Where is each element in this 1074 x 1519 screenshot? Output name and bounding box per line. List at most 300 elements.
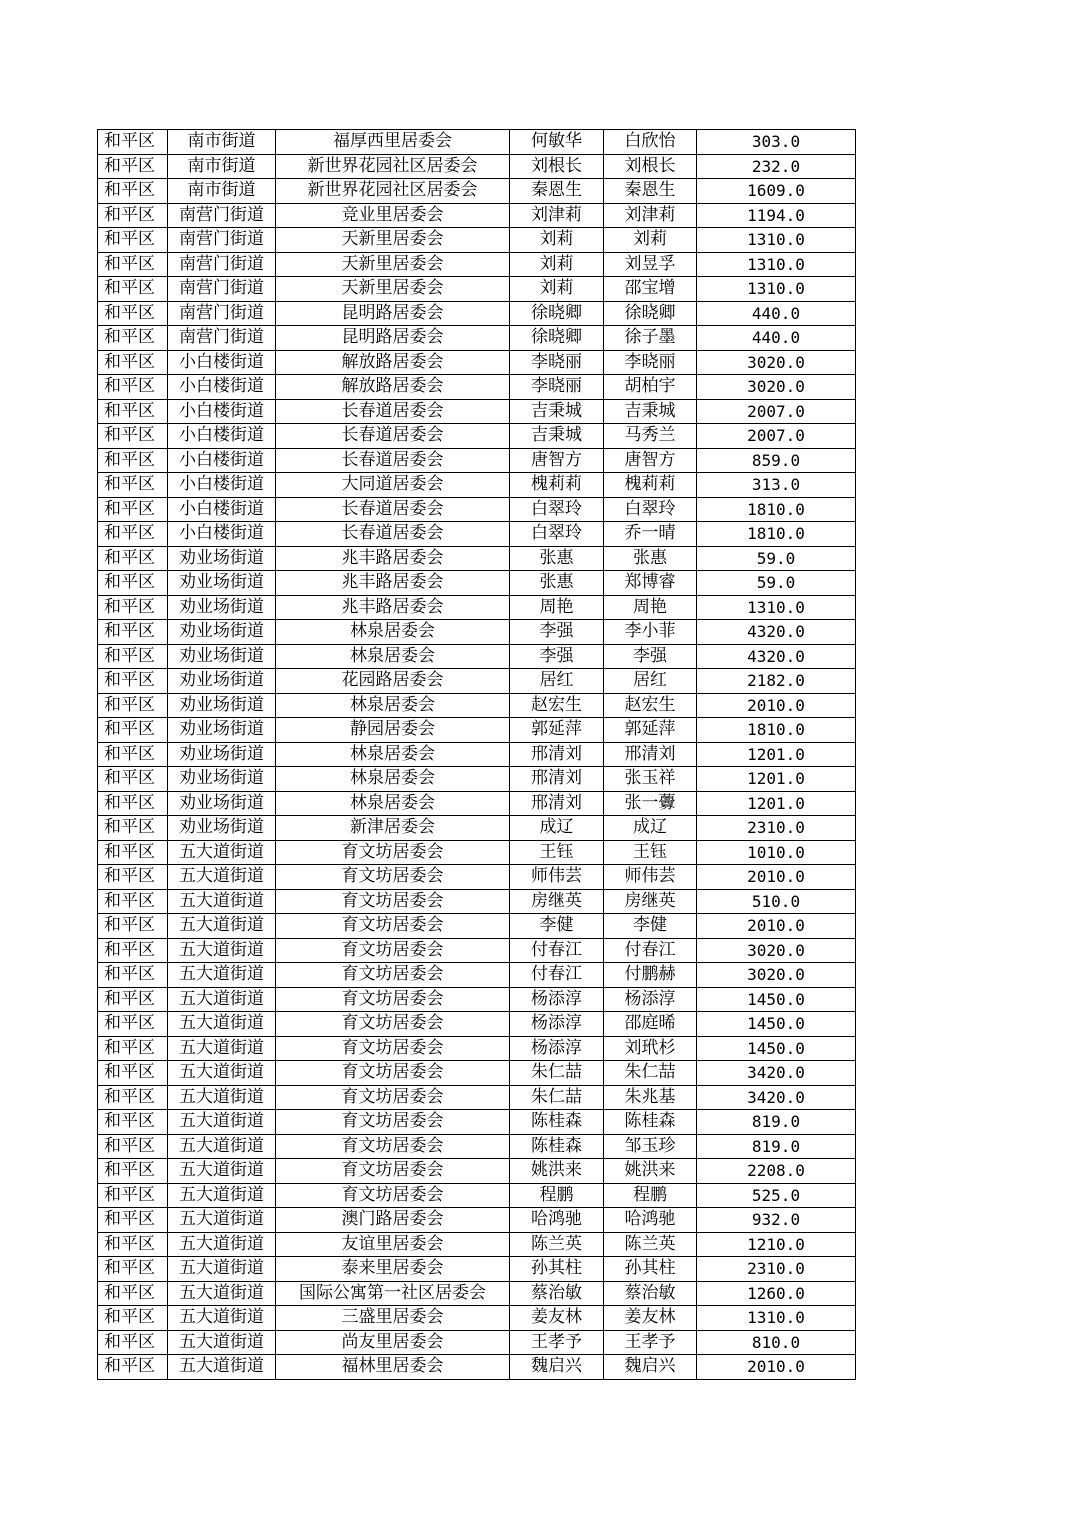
street-cell: 小白楼街道 <box>168 375 276 400</box>
amount-cell: 1201.0 <box>697 742 856 767</box>
amount-cell: 4320.0 <box>697 644 856 669</box>
district-cell: 和平区 <box>98 497 168 522</box>
committee-cell: 育文坊居委会 <box>276 987 510 1012</box>
committee-cell: 国际公寓第一社区居委会 <box>276 1281 510 1306</box>
amount-cell: 440.0 <box>697 326 856 351</box>
table-row <box>98 889 856 914</box>
committee-cell: 林泉居委会 <box>276 767 510 792</box>
district-cell: 和平区 <box>98 375 168 400</box>
street-cell: 南市街道 <box>168 179 276 204</box>
district-cell: 和平区 <box>98 620 168 645</box>
member-cell: 邹玉珍 <box>604 1134 697 1159</box>
table-row <box>98 1134 856 1159</box>
amount-cell: 1310.0 <box>697 1306 856 1331</box>
applicant-cell: 秦恩生 <box>510 179 604 204</box>
district-cell: 和平区 <box>98 1281 168 1306</box>
committee-cell: 育文坊居委会 <box>276 1159 510 1184</box>
committee-cell: 新世界花园社区居委会 <box>276 154 510 179</box>
member-cell: 李小菲 <box>604 620 697 645</box>
street-cell: 五大道街道 <box>168 938 276 963</box>
district-cell: 和平区 <box>98 693 168 718</box>
member-cell: 槐莉莉 <box>604 473 697 498</box>
table-row <box>98 914 856 939</box>
amount-cell: 1450.0 <box>697 1036 856 1061</box>
district-cell: 和平区 <box>98 154 168 179</box>
committee-cell: 新津居委会 <box>276 816 510 841</box>
table-row <box>98 228 856 253</box>
member-cell: 邢清刘 <box>604 742 697 767</box>
applicant-cell: 徐晓卿 <box>510 326 604 351</box>
member-cell: 朱仁喆 <box>604 1061 697 1086</box>
member-cell: 成辽 <box>604 816 697 841</box>
amount-cell: 3020.0 <box>697 375 856 400</box>
street-cell: 劝业场街道 <box>168 693 276 718</box>
street-cell: 南营门街道 <box>168 203 276 228</box>
amount-cell: 440.0 <box>697 301 856 326</box>
amount-cell: 2010.0 <box>697 865 856 890</box>
committee-cell: 林泉居委会 <box>276 791 510 816</box>
member-cell: 程鹏 <box>604 1183 697 1208</box>
member-cell: 吉秉城 <box>604 399 697 424</box>
street-cell: 劝业场街道 <box>168 742 276 767</box>
district-cell: 和平区 <box>98 473 168 498</box>
committee-cell: 福林里居委会 <box>276 1355 510 1380</box>
district-cell: 和平区 <box>98 767 168 792</box>
table-row <box>98 546 856 571</box>
amount-cell: 1310.0 <box>697 277 856 302</box>
street-cell: 劝业场街道 <box>168 546 276 571</box>
district-cell: 和平区 <box>98 1355 168 1380</box>
applicant-cell: 魏启兴 <box>510 1355 604 1380</box>
district-cell: 和平区 <box>98 595 168 620</box>
amount-cell: 2310.0 <box>697 1257 856 1282</box>
amount-cell: 1310.0 <box>697 228 856 253</box>
committee-cell: 育文坊居委会 <box>276 1110 510 1135</box>
committee-cell: 育文坊居委会 <box>276 938 510 963</box>
amount-cell: 2007.0 <box>697 424 856 449</box>
applicant-cell: 刘莉 <box>510 228 604 253</box>
applicant-cell: 房继英 <box>510 889 604 914</box>
district-cell: 和平区 <box>98 399 168 424</box>
street-cell: 五大道街道 <box>168 1085 276 1110</box>
table-row <box>98 301 856 326</box>
district-cell: 和平区 <box>98 522 168 547</box>
member-cell: 魏启兴 <box>604 1355 697 1380</box>
street-cell: 五大道街道 <box>168 1159 276 1184</box>
committee-cell: 育文坊居委会 <box>276 840 510 865</box>
table-row <box>98 497 856 522</box>
spreadsheet-page <box>97 129 856 1380</box>
table-row <box>98 350 856 375</box>
member-cell: 白翠玲 <box>604 497 697 522</box>
committee-cell: 兆丰路居委会 <box>276 595 510 620</box>
applicant-cell: 白翠玲 <box>510 522 604 547</box>
district-cell: 和平区 <box>98 546 168 571</box>
street-cell: 五大道街道 <box>168 1355 276 1380</box>
amount-cell: 1010.0 <box>697 840 856 865</box>
committee-cell: 静园居委会 <box>276 718 510 743</box>
amount-cell: 3420.0 <box>697 1061 856 1086</box>
table-row <box>98 987 856 1012</box>
table-row <box>98 154 856 179</box>
district-cell: 和平区 <box>98 1012 168 1037</box>
committee-cell: 大同道居委会 <box>276 473 510 498</box>
amount-cell: 59.0 <box>697 571 856 596</box>
committee-cell: 林泉居委会 <box>276 644 510 669</box>
committee-cell: 长春道居委会 <box>276 522 510 547</box>
member-cell: 张惠 <box>604 546 697 571</box>
street-cell: 小白楼街道 <box>168 350 276 375</box>
table-row <box>98 1306 856 1331</box>
street-cell: 南营门街道 <box>168 326 276 351</box>
amount-cell: 2310.0 <box>697 816 856 841</box>
amount-cell: 3020.0 <box>697 350 856 375</box>
committee-cell: 解放路居委会 <box>276 375 510 400</box>
amount-cell: 1609.0 <box>697 179 856 204</box>
applicant-cell: 吉秉城 <box>510 399 604 424</box>
table-row <box>98 448 856 473</box>
committee-cell: 长春道居委会 <box>276 399 510 424</box>
table-row <box>98 1208 856 1233</box>
committee-cell: 育文坊居委会 <box>276 1183 510 1208</box>
street-cell: 南营门街道 <box>168 277 276 302</box>
street-cell: 五大道街道 <box>168 865 276 890</box>
applicant-cell: 蔡治敏 <box>510 1281 604 1306</box>
street-cell: 五大道街道 <box>168 840 276 865</box>
applicant-cell: 白翠玲 <box>510 497 604 522</box>
amount-cell: 2007.0 <box>697 399 856 424</box>
member-cell: 徐晓卿 <box>604 301 697 326</box>
committee-cell: 育文坊居委会 <box>276 1134 510 1159</box>
table-body <box>98 130 856 1380</box>
applicant-cell: 唐智方 <box>510 448 604 473</box>
committee-cell: 林泉居委会 <box>276 742 510 767</box>
amount-cell: 4320.0 <box>697 620 856 645</box>
amount-cell: 2010.0 <box>697 914 856 939</box>
amount-cell: 1310.0 <box>697 252 856 277</box>
table-row <box>98 718 856 743</box>
committee-cell: 昆明路居委会 <box>276 326 510 351</box>
committee-cell: 长春道居委会 <box>276 497 510 522</box>
applicant-cell: 张惠 <box>510 546 604 571</box>
member-cell: 朱兆基 <box>604 1085 697 1110</box>
district-cell: 和平区 <box>98 350 168 375</box>
table-row <box>98 595 856 620</box>
amount-cell: 932.0 <box>697 1208 856 1233</box>
street-cell: 五大道街道 <box>168 1061 276 1086</box>
committee-cell: 泰来里居委会 <box>276 1257 510 1282</box>
applicant-cell: 李晓丽 <box>510 375 604 400</box>
table-row <box>98 326 856 351</box>
member-cell: 姜友林 <box>604 1306 697 1331</box>
member-cell: 乔一晴 <box>604 522 697 547</box>
applicant-cell: 张惠 <box>510 571 604 596</box>
table-row <box>98 179 856 204</box>
amount-cell: 3020.0 <box>697 963 856 988</box>
table-row <box>98 1110 856 1135</box>
table-row <box>98 742 856 767</box>
member-cell: 李晓丽 <box>604 350 697 375</box>
applicant-cell: 哈鸿驰 <box>510 1208 604 1233</box>
committee-cell: 兆丰路居委会 <box>276 571 510 596</box>
table-row <box>98 865 856 890</box>
district-cell: 和平区 <box>98 571 168 596</box>
member-cell: 赵宏生 <box>604 693 697 718</box>
applicant-cell: 陈桂森 <box>510 1110 604 1135</box>
table-row <box>98 963 856 988</box>
committee-cell: 竞业里居委会 <box>276 203 510 228</box>
member-cell: 邵庭晞 <box>604 1012 697 1037</box>
district-cell: 和平区 <box>98 791 168 816</box>
member-cell: 杨添淳 <box>604 987 697 1012</box>
member-cell: 胡柏宇 <box>604 375 697 400</box>
street-cell: 五大道街道 <box>168 1232 276 1257</box>
street-cell: 劝业场街道 <box>168 595 276 620</box>
committee-cell: 福厚西里居委会 <box>276 130 510 155</box>
amount-cell: 59.0 <box>697 546 856 571</box>
amount-cell: 859.0 <box>697 448 856 473</box>
applicant-cell: 周艳 <box>510 595 604 620</box>
street-cell: 五大道街道 <box>168 1208 276 1233</box>
member-cell: 郭延萍 <box>604 718 697 743</box>
district-cell: 和平区 <box>98 1257 168 1282</box>
street-cell: 南营门街道 <box>168 301 276 326</box>
amount-cell: 810.0 <box>697 1330 856 1355</box>
applicant-cell: 何敏华 <box>510 130 604 155</box>
applicant-cell: 刘津莉 <box>510 203 604 228</box>
committee-cell: 育文坊居委会 <box>276 1061 510 1086</box>
table-row <box>98 1159 856 1184</box>
member-cell: 孙其柱 <box>604 1257 697 1282</box>
amount-cell: 1210.0 <box>697 1232 856 1257</box>
amount-cell: 819.0 <box>697 1110 856 1135</box>
street-cell: 小白楼街道 <box>168 399 276 424</box>
member-cell: 王孝予 <box>604 1330 697 1355</box>
table-row <box>98 1232 856 1257</box>
district-cell: 和平区 <box>98 1110 168 1135</box>
member-cell: 陈兰英 <box>604 1232 697 1257</box>
applicant-cell: 赵宏生 <box>510 693 604 718</box>
member-cell: 马秀兰 <box>604 424 697 449</box>
member-cell: 蔡治敏 <box>604 1281 697 1306</box>
table-row <box>98 252 856 277</box>
district-cell: 和平区 <box>98 742 168 767</box>
district-cell: 和平区 <box>98 840 168 865</box>
applicant-cell: 邢清刘 <box>510 767 604 792</box>
district-cell: 和平区 <box>98 987 168 1012</box>
street-cell: 五大道街道 <box>168 1330 276 1355</box>
street-cell: 五大道街道 <box>168 1134 276 1159</box>
district-cell: 和平区 <box>98 448 168 473</box>
committee-cell: 尚友里居委会 <box>276 1330 510 1355</box>
table-row <box>98 1183 856 1208</box>
street-cell: 五大道街道 <box>168 1036 276 1061</box>
applicant-cell: 刘莉 <box>510 277 604 302</box>
committee-cell: 育文坊居委会 <box>276 963 510 988</box>
committee-cell: 友谊里居委会 <box>276 1232 510 1257</box>
applicant-cell: 付春江 <box>510 963 604 988</box>
amount-cell: 1201.0 <box>697 767 856 792</box>
street-cell: 小白楼街道 <box>168 497 276 522</box>
table-row <box>98 791 856 816</box>
member-cell: 徐子墨 <box>604 326 697 351</box>
table-row <box>98 1330 856 1355</box>
table-row <box>98 644 856 669</box>
street-cell: 劝业场街道 <box>168 669 276 694</box>
amount-cell: 313.0 <box>697 473 856 498</box>
applicant-cell: 程鹏 <box>510 1183 604 1208</box>
district-cell: 和平区 <box>98 228 168 253</box>
district-cell: 和平区 <box>98 1330 168 1355</box>
table-row <box>98 399 856 424</box>
table-row <box>98 522 856 547</box>
table-row <box>98 424 856 449</box>
street-cell: 小白楼街道 <box>168 522 276 547</box>
table-row <box>98 571 856 596</box>
table-row <box>98 1061 856 1086</box>
applicant-cell: 朱仁喆 <box>510 1085 604 1110</box>
member-cell: 姚洪来 <box>604 1159 697 1184</box>
amount-cell: 1810.0 <box>697 522 856 547</box>
street-cell: 五大道街道 <box>168 1306 276 1331</box>
district-cell: 和平区 <box>98 1036 168 1061</box>
district-cell: 和平区 <box>98 1085 168 1110</box>
street-cell: 南营门街道 <box>168 252 276 277</box>
table-row <box>98 1012 856 1037</box>
applicant-cell: 杨添淳 <box>510 1012 604 1037</box>
applicant-cell: 刘根长 <box>510 154 604 179</box>
member-cell: 李健 <box>604 914 697 939</box>
member-cell: 居红 <box>604 669 697 694</box>
table-row <box>98 1355 856 1380</box>
member-cell: 周艳 <box>604 595 697 620</box>
applicant-cell: 徐晓卿 <box>510 301 604 326</box>
amount-cell: 819.0 <box>697 1134 856 1159</box>
table-row <box>98 620 856 645</box>
committee-cell: 林泉居委会 <box>276 620 510 645</box>
member-cell: 刘根长 <box>604 154 697 179</box>
district-cell: 和平区 <box>98 1061 168 1086</box>
committee-cell: 三盛里居委会 <box>276 1306 510 1331</box>
applicant-cell: 王孝予 <box>510 1330 604 1355</box>
member-cell: 郑博睿 <box>604 571 697 596</box>
table-row <box>98 473 856 498</box>
amount-cell: 510.0 <box>697 889 856 914</box>
applicant-cell: 李健 <box>510 914 604 939</box>
district-cell: 和平区 <box>98 179 168 204</box>
committee-cell: 育文坊居委会 <box>276 914 510 939</box>
committee-cell: 天新里居委会 <box>276 277 510 302</box>
table-row <box>98 938 856 963</box>
street-cell: 劝业场街道 <box>168 644 276 669</box>
applicant-cell: 王钰 <box>510 840 604 865</box>
district-cell: 和平区 <box>98 914 168 939</box>
amount-cell: 2208.0 <box>697 1159 856 1184</box>
member-cell: 李强 <box>604 644 697 669</box>
district-cell: 和平区 <box>98 669 168 694</box>
amount-cell: 3020.0 <box>697 938 856 963</box>
applicant-cell: 成辽 <box>510 816 604 841</box>
amount-cell: 2010.0 <box>697 1355 856 1380</box>
member-cell: 白欣怡 <box>604 130 697 155</box>
data-table <box>97 129 856 1380</box>
committee-cell: 育文坊居委会 <box>276 1012 510 1037</box>
district-cell: 和平区 <box>98 1306 168 1331</box>
member-cell: 王钰 <box>604 840 697 865</box>
district-cell: 和平区 <box>98 889 168 914</box>
street-cell: 五大道街道 <box>168 1183 276 1208</box>
committee-cell: 天新里居委会 <box>276 228 510 253</box>
committee-cell: 长春道居委会 <box>276 448 510 473</box>
applicant-cell: 师伟芸 <box>510 865 604 890</box>
district-cell: 和平区 <box>98 1183 168 1208</box>
district-cell: 和平区 <box>98 963 168 988</box>
street-cell: 五大道街道 <box>168 1012 276 1037</box>
street-cell: 五大道街道 <box>168 963 276 988</box>
applicant-cell: 邢清刘 <box>510 742 604 767</box>
amount-cell: 1310.0 <box>697 595 856 620</box>
amount-cell: 1260.0 <box>697 1281 856 1306</box>
amount-cell: 1450.0 <box>697 1012 856 1037</box>
street-cell: 五大道街道 <box>168 1110 276 1135</box>
committee-cell: 育文坊居委会 <box>276 1085 510 1110</box>
amount-cell: 1450.0 <box>697 987 856 1012</box>
table-row <box>98 693 856 718</box>
district-cell: 和平区 <box>98 277 168 302</box>
table-row <box>98 203 856 228</box>
member-cell: 哈鸿驰 <box>604 1208 697 1233</box>
district-cell: 和平区 <box>98 424 168 449</box>
committee-cell: 兆丰路居委会 <box>276 546 510 571</box>
applicant-cell: 姚洪来 <box>510 1159 604 1184</box>
committee-cell: 解放路居委会 <box>276 350 510 375</box>
street-cell: 五大道街道 <box>168 1257 276 1282</box>
committee-cell: 长春道居委会 <box>276 424 510 449</box>
district-cell: 和平区 <box>98 203 168 228</box>
member-cell: 邵宝增 <box>604 277 697 302</box>
amount-cell: 525.0 <box>697 1183 856 1208</box>
street-cell: 五大道街道 <box>168 1281 276 1306</box>
member-cell: 唐智方 <box>604 448 697 473</box>
table-row <box>98 1085 856 1110</box>
street-cell: 劝业场街道 <box>168 767 276 792</box>
street-cell: 小白楼街道 <box>168 473 276 498</box>
member-cell: 付鹏赫 <box>604 963 697 988</box>
table-row <box>98 1036 856 1061</box>
amount-cell: 3420.0 <box>697 1085 856 1110</box>
street-cell: 小白楼街道 <box>168 424 276 449</box>
table-row <box>98 669 856 694</box>
amount-cell: 2182.0 <box>697 669 856 694</box>
applicant-cell: 刘莉 <box>510 252 604 277</box>
street-cell: 五大道街道 <box>168 889 276 914</box>
amount-cell: 1194.0 <box>697 203 856 228</box>
district-cell: 和平区 <box>98 718 168 743</box>
table-row <box>98 130 856 155</box>
applicant-cell: 李强 <box>510 620 604 645</box>
table-row <box>98 816 856 841</box>
committee-cell: 新世界花园社区居委会 <box>276 179 510 204</box>
member-cell: 刘昱孚 <box>604 252 697 277</box>
committee-cell: 花园路居委会 <box>276 669 510 694</box>
committee-cell: 澳门路居委会 <box>276 1208 510 1233</box>
district-cell: 和平区 <box>98 326 168 351</box>
street-cell: 劝业场街道 <box>168 718 276 743</box>
member-cell: 刘玳杉 <box>604 1036 697 1061</box>
table-row <box>98 1281 856 1306</box>
applicant-cell: 李晓丽 <box>510 350 604 375</box>
member-cell: 刘津莉 <box>604 203 697 228</box>
